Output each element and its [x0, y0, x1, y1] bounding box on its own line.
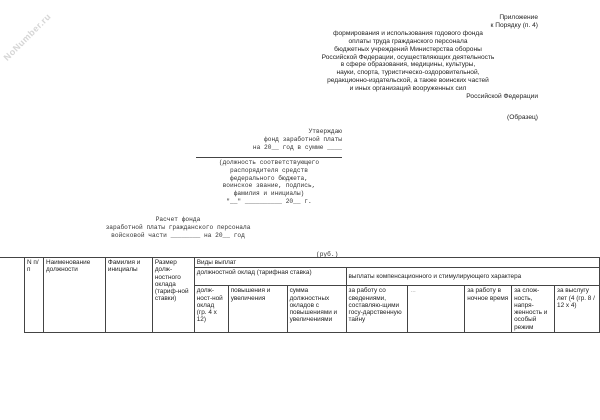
approve-note: фамилия и инициалы): [233, 190, 305, 198]
appendix-line: в сфере образования, медицины, культуры,: [340, 61, 476, 69]
approve-note: воинское звание, подпись,: [222, 182, 316, 190]
sub-col: за работу со сведениями, составляю-щими госу-дарственную тайну: [346, 286, 408, 333]
watermark: NoNumber.ru: [1, 11, 53, 63]
col-position: Наименование должности: [43, 258, 105, 333]
approve-date: "__" __________ 20__ г.: [226, 198, 312, 206]
approve-note: (должность соответствующего: [218, 158, 320, 166]
approve-line: на 20__ год в сумме ____: [252, 143, 342, 151]
appendix-line: Российской Федерации: [466, 93, 538, 101]
title-line: войсковой части ________ на 20__ год: [111, 231, 245, 239]
sub-col: сумма должностных окладов с повышениями и увеличениями: [287, 286, 346, 333]
approve-line: фонд заработной платы: [264, 135, 342, 143]
appendix-line: редакционно-издательской, а также воинских частей: [327, 77, 489, 85]
sub-col: ...: [408, 286, 465, 333]
sub-col: за работу в ночное время: [465, 286, 512, 333]
sub-col: за слож-ность, напря-женность и особый режим: [512, 286, 555, 333]
group-compensation: выплаты компенсационного и стимулирующего характера: [346, 268, 599, 286]
approve-note: федерального бюджета,: [230, 174, 308, 182]
appendix-line: Российской Федерации, осуществляющих деятельность: [321, 53, 495, 61]
appendix-line: науки, спорта, туристическо-оздоровительной,: [336, 69, 480, 77]
sub-col: повышения и увеличения: [228, 286, 287, 333]
appendix-line: оплаты труда гражданского персонала: [348, 37, 468, 45]
appendix-line: и иных организаций вооруженных сил: [349, 85, 467, 93]
sub-col: долж-ност-ной оклад (гр. 4 x 12): [194, 286, 228, 333]
payroll-table: [24, 257, 600, 333]
title-line: Расчет фонда: [155, 216, 201, 223]
appendix-line: к Порядку (п. 4): [490, 21, 538, 29]
appendix-line: бюджетных учреждений Министерства обороны: [334, 45, 482, 53]
approval-block: [196, 128, 342, 206]
col-name: Фамилия и инициалы: [105, 258, 152, 333]
signature-line: [196, 157, 342, 158]
units-label: (руб.): [316, 251, 339, 258]
approve-line: Утверждаю: [308, 128, 342, 135]
group-salary: должностной оклад (тарифная ставка): [194, 268, 346, 286]
appendix-line: Приложение: [499, 14, 538, 21]
sample-label: (Образец): [507, 114, 538, 121]
appendix-header: [278, 14, 538, 101]
col-number: N п/п: [25, 258, 44, 333]
col-payments: Виды выплат: [194, 258, 599, 268]
title-line: заработной платы гражданского персонала: [105, 223, 251, 231]
document-title: [98, 216, 258, 240]
sub-col: за выслугу лет (4 (гр. 8 / 12 x 4): [555, 286, 600, 333]
appendix-line: формирования и использования годового фонда: [333, 29, 483, 37]
col-salary-size: Размер долж-ностного оклада (тариф-ной ставки): [152, 258, 194, 333]
approve-note: распорядителя средств: [230, 166, 308, 174]
